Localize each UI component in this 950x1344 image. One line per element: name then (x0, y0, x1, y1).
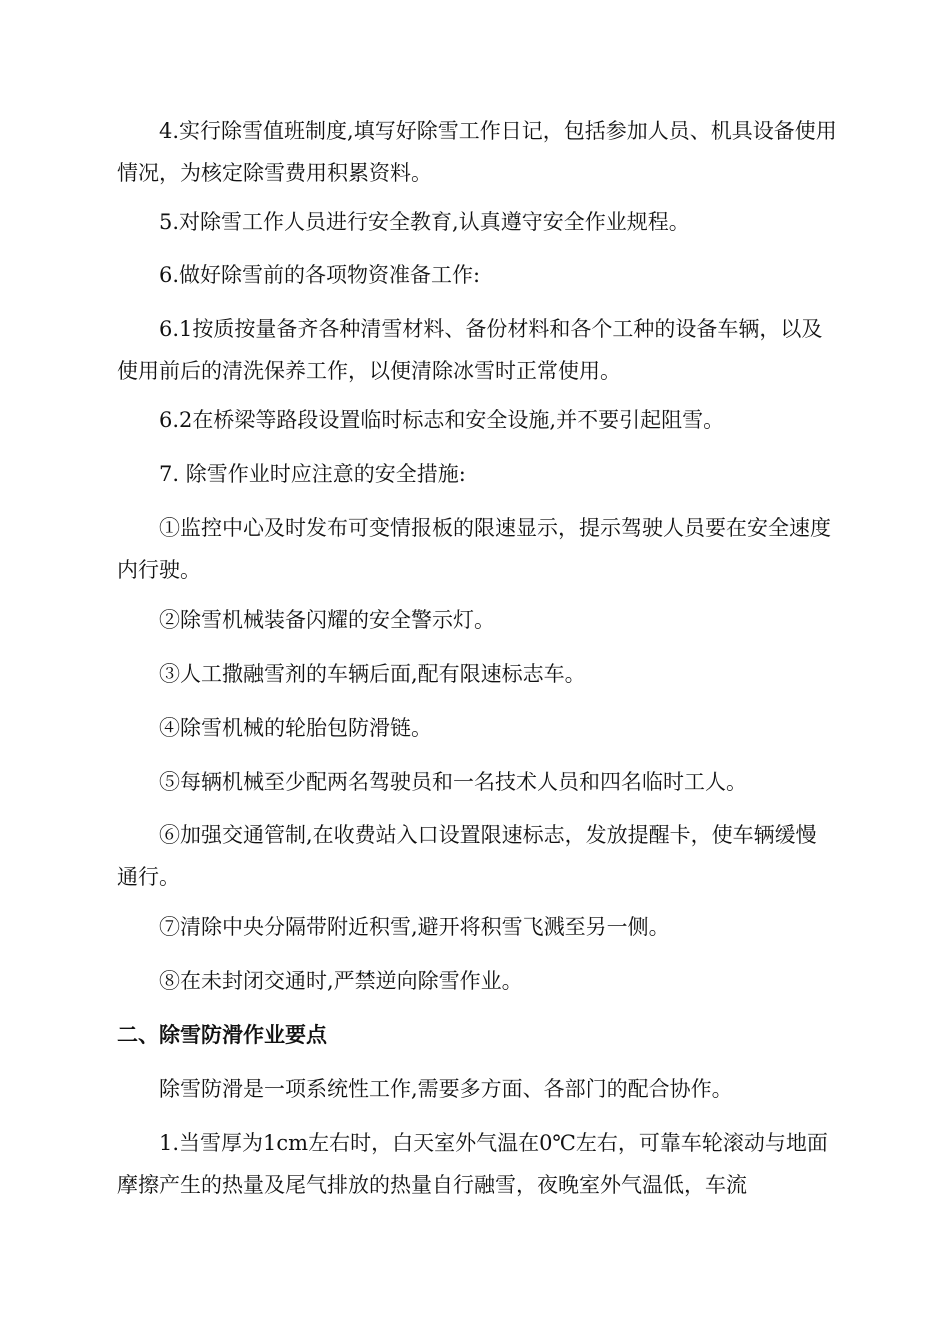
section-item-1: 1.当雪厚为1cm左右时，白天室外气温在0℃左右，可靠车轮滚动与地面摩擦产生的热量及尾气排放的热量自行融雪，夜晚室外气温低，车流 (117, 1131, 828, 1197)
measure-6: ⑥加强交通管制,在收费站入口设置限速标志，发放提醒卡，使车辆缓慢通行。 (117, 823, 817, 889)
section-heading: 二、除雪防滑作业要点 (117, 1023, 327, 1047)
measure-3: ③人工撒融雪剂的车辆后面,配有限速标志车。 (159, 662, 586, 686)
paragraph-6-1: 6.1按质按量备齐各种清雪材料、备份材料和各个工种的设备车辆，以及使用前后的清洗保养工作，以便清除冰雪时正常使用。 (117, 317, 823, 383)
measure-1: ①监控中心及时发布可变情报板的限速显示，提示驾驶人员要在安全速度内行驶。 (117, 516, 831, 582)
measure-2: ②除雪机械装备闪耀的安全警示灯。 (159, 608, 495, 632)
measure-5: ⑤每辆机械至少配两名驾驶员和一名技术人员和四名临时工人。 (159, 770, 747, 794)
section-intro: 除雪防滑是一项系统性工作,需要多方面、各部门的配合协作。 (159, 1077, 733, 1101)
paragraph-7: 7. 除雪作业时应注意的安全措施: (159, 462, 466, 486)
paragraph-6-2: 6.2在桥梁等路段设置临时标志和安全设施,并不要引起阻雪。 (159, 408, 725, 432)
measure-7: ⑦清除中央分隔带附近积雪,避开将积雪飞溅至另一侧。 (159, 915, 670, 939)
paragraph-6: 6.做好除雪前的各项物资准备工作: (159, 263, 481, 287)
measure-4: ④除雪机械的轮胎包防滑链。 (159, 716, 432, 740)
measure-8: ⑧在未封闭交通时,严禁逆向除雪作业。 (159, 969, 523, 993)
paragraph-5: 5.对除雪工作人员进行安全教育,认真遵守安全作业规程。 (159, 210, 690, 234)
paragraph-4: 4.实行除雪值班制度,填写好除雪工作日记，包括参加人员、机具设备使用情况，为核定除雪费用积累资料。 (117, 119, 837, 185)
